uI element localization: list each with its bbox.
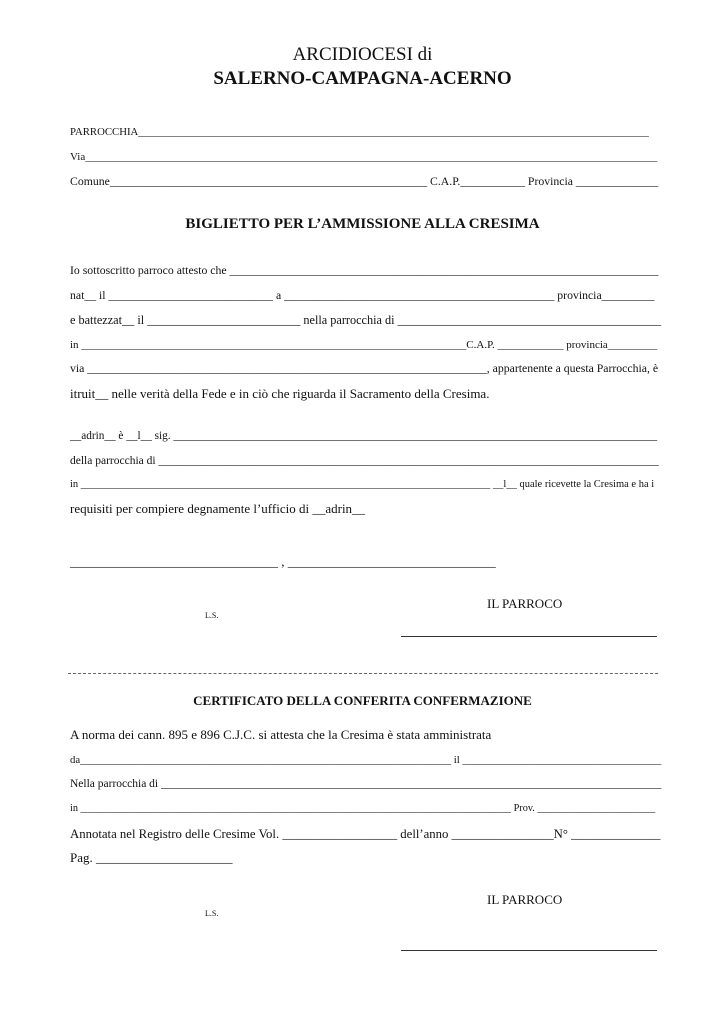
admission-line-4: in ______________________________________________________________________C.A.P. ____________ provincia_________ (70, 339, 658, 351)
parish-priest-signature-line (401, 636, 657, 637)
certificate-priest-label: IL PARROCO (487, 892, 563, 907)
certificate-title: CERTIFICATO DELLA CONFERITA CONFERMAZIONE (193, 693, 532, 708)
parish-name-field: PARROCCHIA_______________________________________________________________________________________________ (70, 126, 649, 138)
certificate-signature-line (401, 950, 657, 951)
parish-priest-label: IL PARROCO (487, 596, 563, 611)
certificate-line-6: Pag. _____________________ (70, 850, 233, 865)
certificate-line-3: Nella parrocchia di _______________________________________________________________________________________ (70, 778, 662, 790)
admission-slip-title: BIGLIETTO PER L’AMMISSIONE ALLA CRESIMA (185, 216, 540, 232)
admission-line-6: itruit__ nelle verità della Fede e in ciò che riguarda il Sacramento della Cresima. (70, 386, 490, 401)
certificate-seal-label: L.S. (205, 909, 219, 918)
certificate-line-4: in ____________________________________________________________________________________ Prov. _______________________ (70, 803, 656, 814)
godparent-line-4: requisiti per compiere degnamente l’ufficio di __adrin__ (70, 501, 366, 516)
diocese-name: SALERNO-CAMPAGNA-ACERNO (213, 68, 512, 89)
admission-line-3: e battezzat__ il _________________________ nella parrocchia di ___________________________________________ (70, 313, 661, 327)
godparent-line-1: __adrin__ è __l__ sig. ______________________________________________________________________________________ (70, 430, 658, 442)
seal-place-label: L.S. (205, 611, 219, 620)
cut-line (68, 673, 658, 674)
godparent-line-2: della parrocchia di _______________________________________________________________________________________ (70, 455, 659, 467)
certificate-line-1: A norma dei cann. 895 e 896 C.J.C. si attesta che la Cresima è stata amministrata (70, 727, 492, 742)
diocese-heading: ARCIDIOCESI di (292, 44, 433, 65)
admission-line-1: Io sottoscritto parroco attesto che _________________________________________________________________________ (70, 264, 659, 277)
admission-line-5: via ____________________________________________________________________, appartenente a questa Parrocchia, è (70, 362, 659, 375)
certificate-line-2: da_____________________________________________________________________ il _____________________________________ (70, 754, 662, 766)
godparent-line-3: in ______________________________________________________________________________ __l__ quale ricevette la Cresima e ha i (70, 479, 655, 490)
certificate-line-5: Annotata nel Registro delle Cresime Vol. __________________ dell’anno ________________N° ______________ (70, 827, 661, 841)
admission-line-2: nat__ il ____________________________ a ______________________________________________ provincia_________ (70, 289, 655, 302)
place-date-field: ________________________________ , ________________________________ (70, 554, 496, 569)
parish-city-field: Comune______________________________________________________ C.A.P.___________ Provincia ______________ (70, 175, 659, 188)
parish-street-field: Via________________________________________________________________________________________________________ (70, 151, 658, 163)
